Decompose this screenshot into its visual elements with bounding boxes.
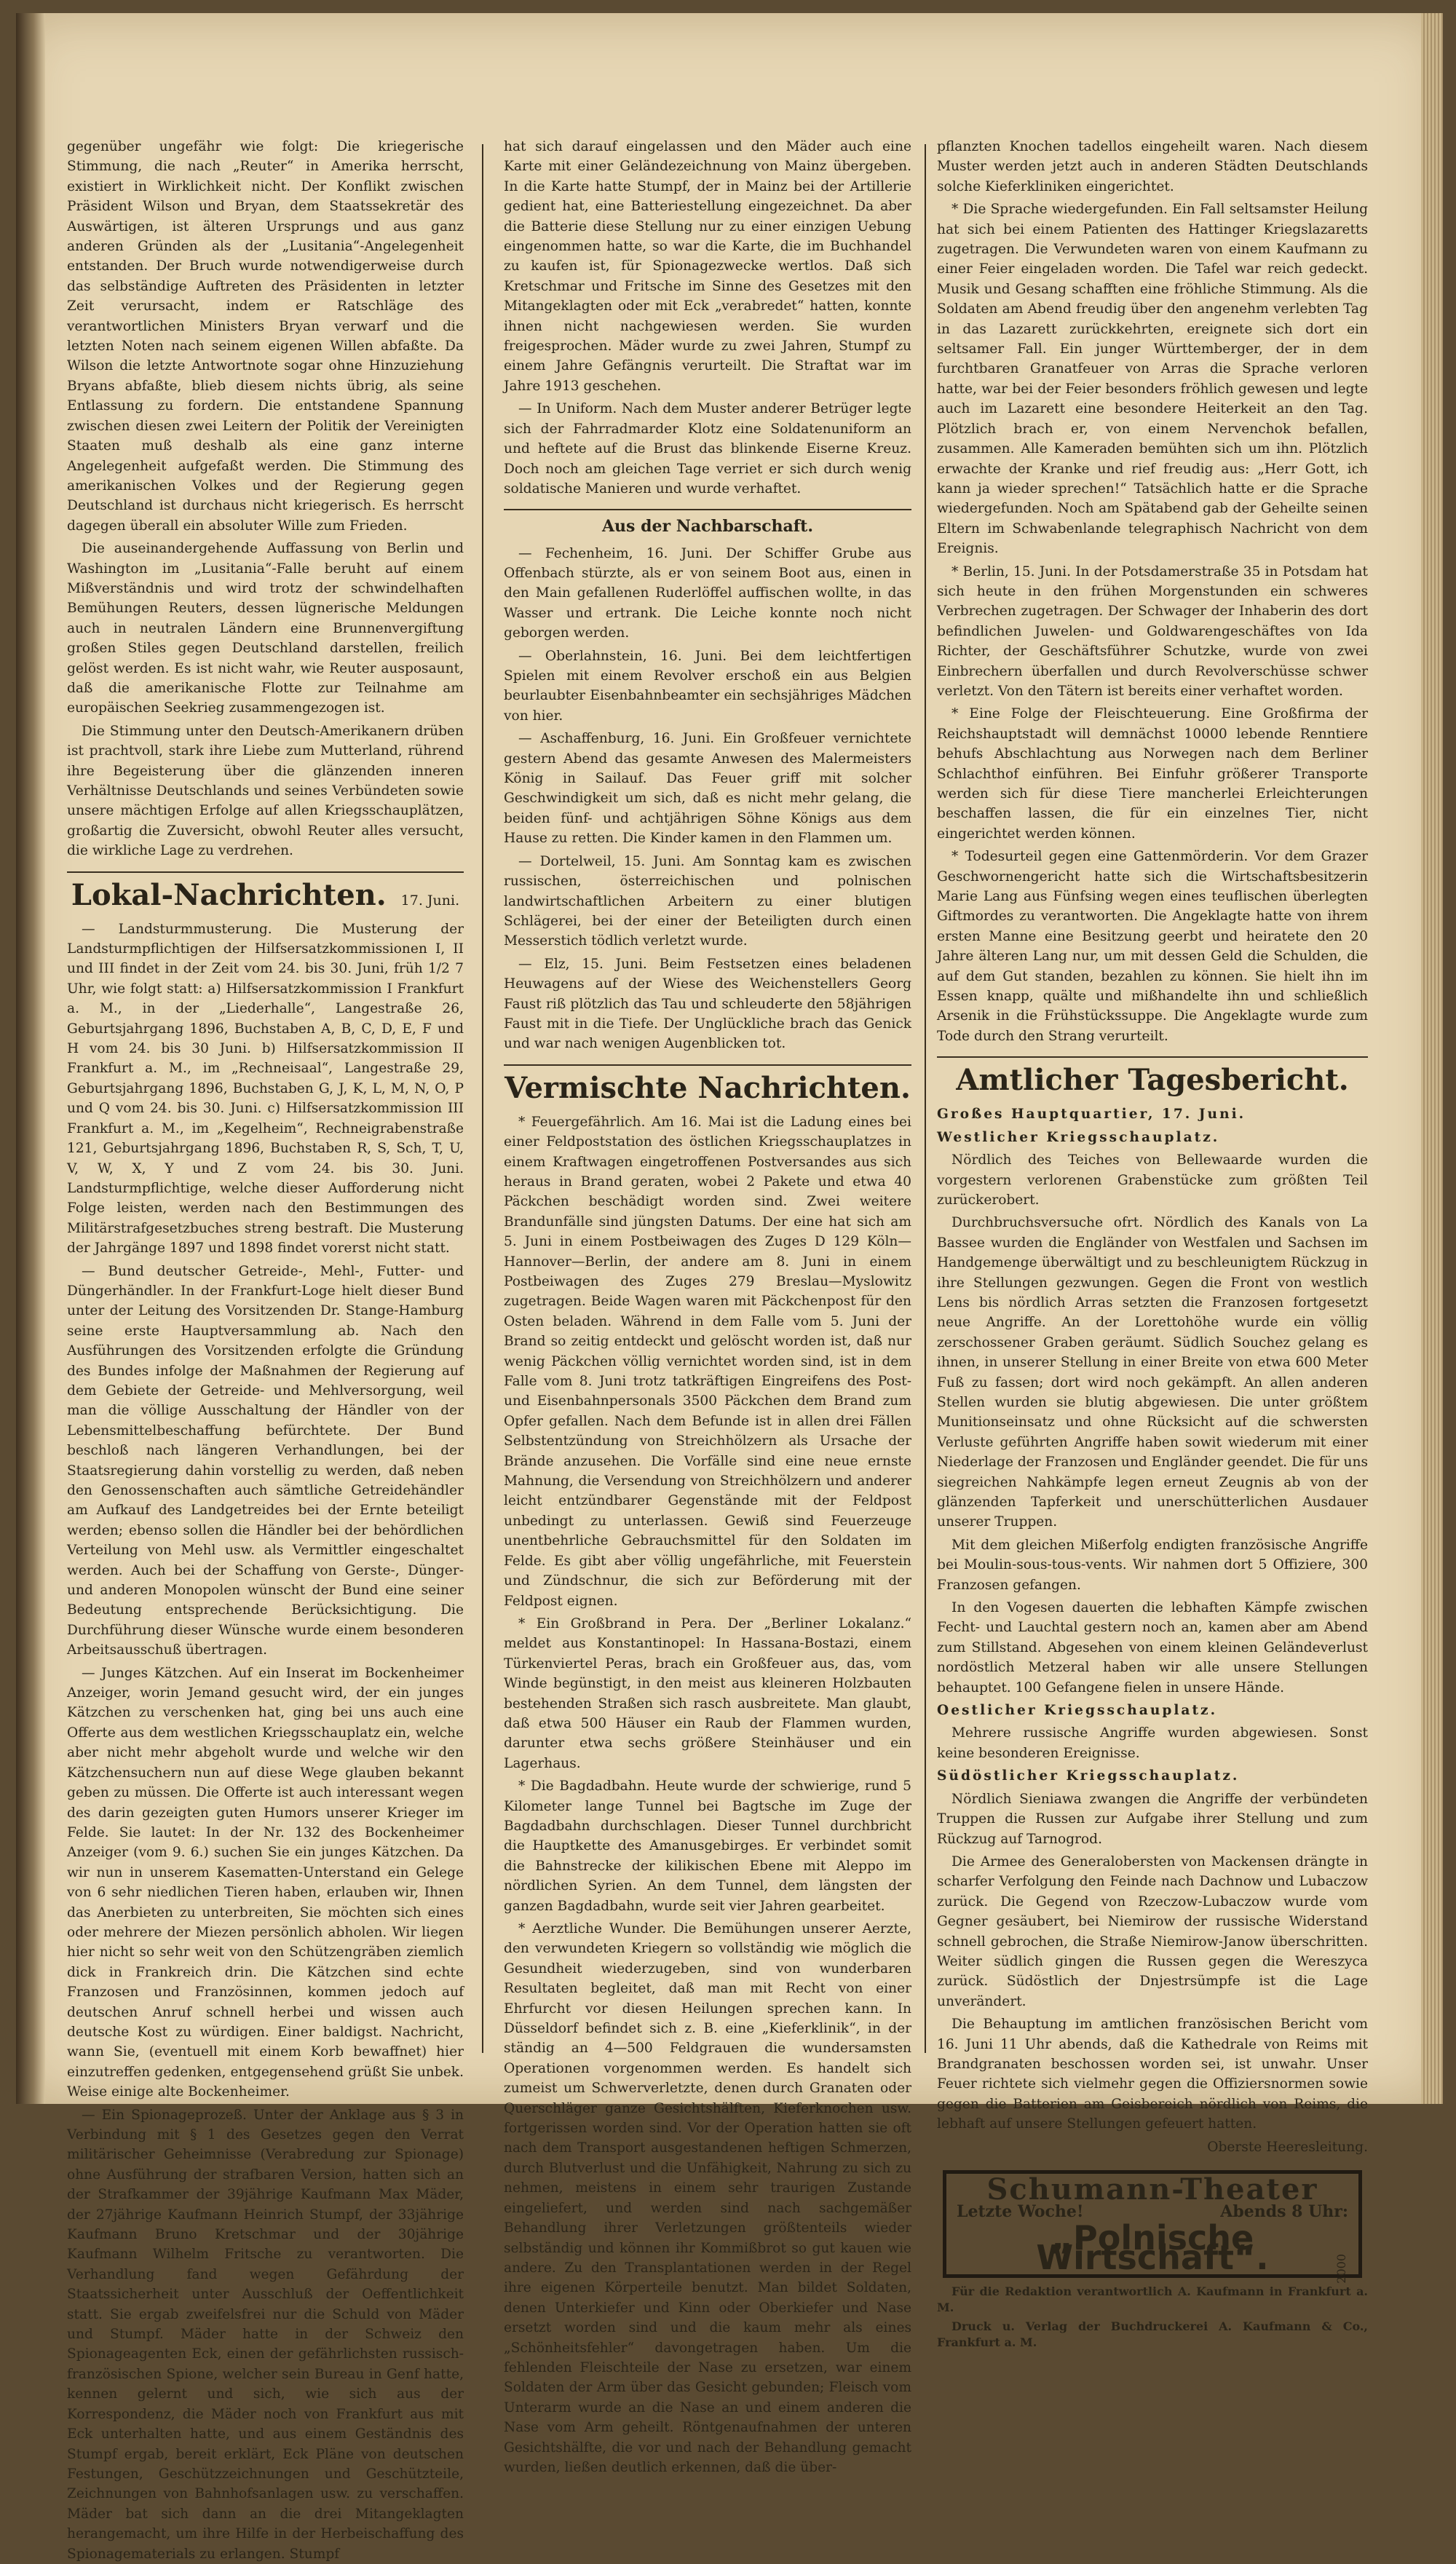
news-item: * Ein Großbrand in Pera. Der „Berliner Lokalanz.“ meldet aus Konstantinopel: In Hassana-Bostazi, einem Türkenviertel Peras, brach ein Großfeuer aus, das, vom Winde begünstigt, in den meist aus kleineren Holzbauten bestehenden Straßen sich rasch ausbreitete. Man glaubt, daß etwa 500 Häuser ein Raub der Flammen wurden, darunter etwa sechs größere Steinhäuser und ein Lagerhaus. xyxy=(504,1615,911,1771)
news-item: — Elz, 15. Juni. Beim Festsetzen eines beladenen Heuwagens auf der Wiese des Weichenstellers Georg Faust riß plötzlich das Tau und schleuderte den 58jährigen Faust mit in die Tiefe. Der Unglückliche brach das Genick und war nach wenigen Augenblicken tot. xyxy=(504,956,911,1052)
news-item: * Eine Folge der Fleischteuerung. Eine Großfirma der Reichshauptstadt will demnächst 10000 lebende Renntiere behufs Abschlachtung aus Norwegen nach dem Berliner Schlachthof einführen. Bei Einfuhr größerer Transporte werden sich für diese Tiere mancherlei Erleichterungen beschaffen lassen, die für ein einzelnes Tier, nicht eingerichtet werden können. xyxy=(937,706,1368,842)
news-item: * Aerztliche Wunder. Die Bemühungen unserer Aerzte, den verwundeten Kriegern so vollständig wie möglich die Gesundheit wiederzugeben, sind von wunderbaren Resultaten begleitet, daß man mit Recht von einer Ehrfurcht vor diesen Heilungen sprechen kann. In Düsseldorf befindet sich z. B. eine „Kieferklinik“, in der ständig an 4—500 Feldgrauen die wundersamsten Operationen vorgenommen werden. Es handelt sich zumeist um Schwerverletzte, denen durch Granaten oder Querschläger ganze Gesichtshälften, Kieferknochen usw. fortgerissen worden sind. Vor der Operation hatten sie oft nach dem Transport ausgestandenen heftigen Schmerzen, durch Blutverlust und die Unfähigkeit, Nahrung zu sich zu nehmen, meistens in einem sehr traurigen Zustande eingeliefert, und werden sind nach sachgemäßer Behandlung ihrer Verletzungen größtenteils wieder selbständig und können ihr Kommißbrot so gut kauen wie andere. Zu den Transplantationen werden in der Regel ihre eigenen Körperteile benutzt. Man bildet Soldaten, denen Unterkiefer und Kinn oder Oberkiefer und Nase ersetzt worden sind und die kaum mehr als eines „Schönheitsfehler“ davongetragen haben. Um die fehlenden Fleischteile der Nase zu ersetzen, war einem Soldaten der Arm über das Gesicht gebunden; Fleisch vom Unterarm wurde an die Nase an und einem anderen die Nase vom Arm geheilt. Röntgenaufnahmen der unteren Gesichtshälfte, die vor und nach der Behandlung gemacht wurden, ließen deutlich erkennen, daß die über- xyxy=(504,1921,911,2475)
theater-name: Schumann-Theater xyxy=(986,2172,1318,2207)
news-item: — Fechenheim, 16. Juni. Der Schiffer Grube aus Offenbach stürzte, als er von seinem Boot aus, einen in den Main gefallenen Ruderlöffel auffischen wollte, in das Wasser und ertrank. Die Leiche konnte noch nicht geborgen werden. xyxy=(504,545,911,641)
report-subheading: Westlicher Kriegsschauplatz. xyxy=(937,1129,1220,1145)
column-divider xyxy=(482,144,483,2053)
imprint-line: Druck u. Verlag der Buchdruckerei A. Kaufmann & Co., Frankfurt a. M. xyxy=(937,2319,1368,2349)
section-heading-neighborhood: Aus der Nachbarschaft. xyxy=(504,509,911,536)
theater-week-note: Letzte Woche! xyxy=(957,2202,1084,2222)
news-item: * Todesurteil gegen eine Gattenmörderin. Vor dem Grazer Geschwornengericht hatte sich die Wirtschaftsbesitzerin Marie Lang aus Fünfsing wegen eines teuflischen überlegten Giftmordes zu verantworten. Die Angeklagte hatte von ihrem ersten Manne eine Besitzung geerbt und heiratete den 20 Jahre älteren Lang nur, um mit dessen Geld die Schulden, die auf dem Gut standen, bezahlen zu können. Sie hielt ihn im Essen knapp, quälte und mißhandelte ihn und schließlich Arsenik in die Frühstückssuppe. Die Angeklagte wurde zum Tode durch den Strang verurteilt. xyxy=(937,849,1368,1044)
theater-time: Abends 8 Uhr: xyxy=(1220,2202,1348,2222)
news-item: — Junges Kätzchen. Auf ein Inserat im Bockenheimer Anzeiger, worin Jemand gesucht wird, der ein junges Kätzchen zu verschenken hat, ging bei uns auch eine Offerte aus dem westlichen Kriegsschauplatz ein, welche aber nicht mehr abgeholt wurde und welche wir den Kätzchensuchern nun auf diese Wege glauben bekannt geben zu müssen. Die Offerte ist auch interessant wegen des darin gezeigten guten Humors unserer Krieger im Felde. Sie lautet: In der Nr. 132 des Bockenheimer Anzeiger (vom 9. 6.) suchen Sie ein junges Kätzchen. Da wir nun in unserem Kasematten-Unterstand ein Gelege von 6 sehr niedlichen Tieren haben, erlauben wir, Ihnen das Anerbieten zu unterbreiten, Sie möchten sich eines oder mehrere der Miezen persönlich abholen. Wir liegen hier nicht so sehr weit von den Schützengräben ziemlich dick in Frankreich drin. Die Kätzchen sind echte Franzosen und Französinnen, kommen jedoch auf deutschen Anruf schnell herbei und wissen auch deutsche Kost zu würdigen. Einer baldigst. Nachricht, wann Sie, (eventuell mit einem Korb bewaffnet) hier einzutreffen gedenken, entgegensehend grüßt Sie unbek. Weise einige alte Bockenheimer. xyxy=(67,1665,464,2100)
column-divider xyxy=(925,144,926,2053)
report-paragraph: Nördlich des Teiches von Bellewaarde wurden die vorgestern verlorenen Grabenstücke zum größten Teil zurückerobert. xyxy=(937,1152,1368,1208)
news-item: * Feuergefährlich. Am 16. Mai ist die Ladung eines bei einer Feldpoststation des östlichen Kriegsschauplatzes in einem Kraftwagen eingetroffenen Postversandes aus sich heraus in Brand geraten, wobei 2 Pakete und etwa 40 Päckchen beschädigt worden sind. Zwei weitere Brandunfälle sind jüngsten Datums. Der eine hat sich am 5. Juni in einem Postbeiwagen des Zuges D 129 Köln—Hannover—Berlin, der andere am 8. Juni in einem Postbeiwagen des Zuges 279 Breslau—Myslowitz zugetragen. Beide Wagen waren mit Päckchenpost für den Osten beladen. Während in dem Falle vom 5. Juni der Brand so zeitig entdeckt und gelöscht worden ist, daß nur wenig Päckchen völlig vernichtet worden sind, ist in dem Falle vom 8. Juni trotz tatkräftigen Eingreifens des Post- und Eisenbahnpersonals 3500 Päckchen dem Brand zum Opfer gefallen. Nach dem Befunde ist in allen drei Fällen Selbstentzündung von Streichhölzern als Ursache der Brände anzusehen. Die Vorfälle sind eine neue ernste Mahnung, die Versendung von Streichhölzern und anderer leicht entzündbarer Gegenstände mit der Feldpost unbedingt zu unterlassen. Gewiß sind Feuerzeuge unentbehrliche Gebrauchsmittel für den Soldaten im Felde. Es gibt aber völlig ungefährliche, mit Feuerstein und Zündschnur, die sich zur Beförderung mit der Feldpost eignen. xyxy=(504,1114,911,1609)
ad-code: 2000 xyxy=(1334,2254,1348,2284)
report-paragraph: Mit dem gleichen Mißerfolg endigten französische Angriffe bei Moulin-sous-tous-vents. Wir nahmen dort 5 Offiziere, 300 Franzosen gefangen. xyxy=(937,1537,1368,1593)
report-paragraph: Nördlich Sieniawa zwangen die Angriffe der verbündeten Truppen die Russen zur Aufgabe ihrer Stellung und zum Rückzug auf Tarnogrod. xyxy=(937,1791,1368,1847)
news-item: — Bund deutscher Getreide-, Mehl-, Futter- und Düngerhändler. In der Frankfurt-Loge hielt dieser Bund unter der Leitung des Vorsitzenden Dr. Stange-Hamburg seine erste Hauptversammlung ab. Nach den Ausführungen des Vorsitzenden erfolgte die Gründung des Bundes infolge der Maßnahmen der Regierung auf dem Gebiete der Getreide- und Mehlversorgung, weil man die völlige Ausschaltung der Händler von der Lebensmittelbeschaffung befürchtete. Der Bund beschloß nach längeren Verhandlungen, bei der Staatsregierung dahin vorstellig zu werden, daß neben den Genossenschaften auch sämtliche Getreidehändler am Aufkauf des Landgetreides bei der Ernte beteiligt werden; ebenso sollen die Händler bei der behördlichen Verteilung von Mehl usw. als Vermittler eingeschaltet werden. Auch bei der Schaffung von Gerste-, Dünger- und anderen Monopolen wünscht der Bund eine seiner Bedeutung entsprechende Berücksichtigung. Die Durchführung dieser Wünsche wurde einem besonderen Arbeitsausschuß übertragen. xyxy=(67,1263,464,1658)
section-date: 17. Juni. xyxy=(400,892,460,909)
imprint-line: Für die Redaktion verantwortlich A. Kaufmann in Frankfurt a. M. xyxy=(937,2284,1368,2314)
section-heading-local xyxy=(67,871,464,912)
news-item: — Ein Spionageprozeß. Unter der Anklage aus § 3 in Verbindung mit § 1 des Gesetzes gegen den Verrat militärischer Geheimnisse (Verabredung zur Spionage) ohne Ausführung der strafbaren Version, hatten sich an der Strafkammer der 39jährige Kaufmann Max Mäder, der 27jährige Kaufmann Heinrich Stumpf, der 33jährige Kaufmann Bruno Kretschmar und der 30jährige Kaufmann Wilhelm Fritsche zu verantworten. Die Verhandlung fand wegen Gefährdung der Staatssicherheit unter Ausschluß der Oeffentlichkeit statt. Sie ergab zweifelsfrei nur die Schuld von Mäder und Stumpf. Mäder hatte in der Schweiz den Spionageagenten Eck, einen der gefährlichsten russisch-französischen Spione, welcher sein Bureau in Genf hatte, kennen gelernt und sich, wie sich aus der Korrespondenz, die Mäder noch von Frankfurt aus mit Eck unterhalten hatte, und aus einem Geständnis des Stumpf ergab, bereit erklärt, Eck Pläne von deutschen Festungen, Geschützzeichnungen und Geschützteile, Zeichnungen von Bahnhofsanlagen usw. zu verschaffen. Mäder bat sich dann an die drei Mitangeklagten herangemacht, um ihre Hilfe in der Herbeischaffung des Spionagematerials zu erlangen. Stumpf xyxy=(67,2107,464,2562)
news-item: * Die Sprache wiedergefunden. Ein Fall seltsamster Heilung hat sich bei einem Patienten des Hattinger Kriegslazaretts zugetragen. Die Verwundeten waren von einem Kaufmann zu einer Feier eingeladen worden. Die Tafel war reich gedeckt. Musik und Gesang schafften eine fröhliche Stimmung. Als die Soldaten am Abend freudig über den angenehm verlebten Tag in das Lazarett zurückkehrten, ereignete sich dort ein seltsamer Fall. Ein junger Württemberger, der in dem furchtbaren Granatfeuer von Arras die Sprache verloren hatte, war bei der Feier besonders fröhlich gewesen und legte auch im Lazarett eine besondere Heiterkeit an den Tag. Plötzlich brach er, von einem Nervenchok befallen, zusammen. Alle Kameraden bemühten sich um ihn. Plötzlich erwachte der Kranke und rief freudig aus: „Herr Gott, ich kann ja wieder sprechen!“ Tatsächlich hatte er die Sprache wiedergefunden. Noch am Spätabend gab der Geheilte seinen Eltern im Schwabenlande telegraphisch Nachricht von dem Ereignis. xyxy=(937,202,1368,557)
report-dateline: Großes Hauptquartier, 17. Juni. xyxy=(937,1107,1246,1123)
report-paragraph: Mehrere russische Angriffe wurden abgewiesen. Sonst keine besonderen Ereignisse. xyxy=(937,1725,1368,1761)
report-paragraph: Die Behauptung im amtlichen französischen Bericht vom 16. Juni 11 Uhr abends, daß die Kathedrale von Reims mit Brandgranaten beschossen worden sei, ist unwahr. Unser Feuer richtete sich vielmehr gegen die Offiziersnormen sowie gegen die Batterien am Geisbereich nördlich von Reims, die lebhaft auf unsere Stellungen gefeuert hatten. xyxy=(937,2017,1368,2132)
news-item: — Aschaffenburg, 16. Juni. Ein Großfeuer vernichtete gestern Abend das gesamte Anwesen des Malermeisters König in Sailauf. Das Feuer griff mit solcher Geschwindigkeit um sich, daß es nicht mehr gelang, die beiden fünf- und achtjährigen Söhne Königs aus dem Hause zu retten. Die Kinder kamen in den Flammen um. xyxy=(504,731,911,847)
report-paragraph: Durchbruchsversuche ofrt. Nördlich des Kanals von La Bassee wurden die Engländer von Westfalen und Sachsen im Handgemenge überwältigt und zu beschleunigtem Rückzug in ihre Stellungen gezwungen. Gegen die Front von westlich Lens bis nördlich Arras setzten die Franzosen fortgesetzt neue Angriffe. An der Lorettohöhe wurde ein völlig zerschossener Graben geräumt. Südlich Souchez gelang es ihnen, in unserer Stellung in einer Breite von etwa 600 Meter Fuß zu fassen; dort wird noch gekämpft. An allen anderen Stellen wurden sie blutig abgewiesen. Die unter größtem Munitionseinsatz und ohne Rücksicht auf die schwersten Verluste geführten Angriffe haben sowit wiederum mit einer Niederlage der Franzosen und Engländer geendet. Die für uns siegreichen Nahkämpfe legen erneut Zeugnis ab von der glänzenden Tapferkeit und unerschütterlichen Ausdauer unserer Truppen. xyxy=(937,1215,1368,1530)
news-item: hat sich darauf eingelassen und den Mäder auch eine Karte mit einer Geländezeichnung von Mainz übergeben. In die Karte hatte Stumpf, der in Mainz bei der Artillerie gedient hat, eine Batteriestellung eingezeichnet. Da aber die Batterie diese Stellung nur zu einer einzigen Uebung eingenommen hatte, so war die Karte, die im Buchhandel zu kaufen ist, für Spionagezwecke wertlos. Daß sich Kretschmar und Fritsche im Sinne des Gesetzes mit den Mitangeklagten oder mit Eck „verabredet“ hatten, konnte ihnen nicht nachgewiesen werden. Sie wurden freigesprochen. Mäder wurde zu zwei Jahren, Stumpf zu einem Jahre Gefängnis verurteilt. Die Straftat war im Jahre 1913 geschehen. xyxy=(504,139,911,394)
report-subheading: Oestlicher Kriegsschauplatz. xyxy=(937,1703,1218,1719)
column-right xyxy=(937,137,1368,2349)
report-subheading: Südöstlicher Kriegsschauplatz. xyxy=(937,1768,1240,1784)
report-paragraph: In den Vogesen dauerten die lebhaften Kämpfe zwischen Fecht- und Lauchtal gestern noch an, kamen aber am Abend zum Stillstand. Abgesehen von einem kleinen Geländeverlust nordöstlich Metzeral haben wir alle unsere Stellungen behauptet. 100 Gefangene fielen in unsere Hände. xyxy=(937,1600,1368,1696)
news-item: — Dortelweil, 15. Juni. Am Sonntag kam es zwischen russischen, österreichischen und polnischen landwirtschaftlichen Arbeitern zu einer blutigen Schlägerei, bei der einer der Beteiligten durch einen Messerstich tödlich verletzt wurde. xyxy=(504,853,911,949)
section-heading-misc: Vermischte Nachrichten. xyxy=(504,1064,911,1105)
news-item: * Die Bagdadbahn. Heute wurde der schwierige, rund 5 Kilometer lange Tunnel bei Bagtsche im Zuge der Bagdadbahn durchschlagen. Dieser Tunnel durchbricht die Hauptkette des Amanusgebirges. Er verbindet somit die Bahnstrecke der kilikischen Ebene mit Aleppo im nördlichen Syrien. An dem Tunnel, dem längsten der ganzen Bagdadbahn, wurde seit vier Jahren gearbeitet. xyxy=(504,1778,911,1914)
section-heading-text: Lokal-Nachrichten. xyxy=(71,877,387,912)
article-paragraph: Die Stimmung unter den Deutsch-Amerikanern drüben ist prachtvoll, stark ihre Liebe zum Mutterland, rührend ihre Begeisterung über die glänzenden inneren Verhältnisse Deutschlands und seines Verbündeten sowie unsere mächtigen Erfolge auf allen Kriegsschauplätzen, großartig die Zuversicht, obwohl Reuter alles versucht, die wirkliche Lage zu verdrehen. xyxy=(67,723,464,859)
book-binding xyxy=(16,13,45,2104)
news-item: * Berlin, 15. Juni. In der Potsdamerstraße 35 in Potsdam hat sich heute in den frühen Morgenstunden ein schweres Verbrechen zugetragen. Der Schwager der Inhaberin des dort befindlichen Juwelen- und Goldwarengeschäftes von Ida Richter, der Geschäftsführer Schutzke, wurde von zwei Einbrechern überfallen und durch Revolverschüsse schwer verletzt. Von den Tätern ist bereits einer verhaftet worden. xyxy=(937,563,1368,699)
theater-advertisement xyxy=(943,2170,1362,2284)
section-heading-daily-report: Amtlicher Tagesbericht. xyxy=(937,1056,1368,1097)
theater-play-title: „Polnische Wirtschaft“. xyxy=(1036,2217,1269,2278)
report-paragraph: Die Armee des Generalobersten von Mackensen drängte in scharfer Verfolgung den Feinde nach Dachnow und Lubaczow zurück. Die Gegend von Rzeczow-Lubaczow wurde vom Gegner gesäubert, bei Niemirow der russische Widerstand schnell gebrochen, die Straße Niemirow-Janow überschritten. Weiter südlich gingen die Russen gegen die Wereszyca zurück. Südöstlich der Dnjestrsümpfe ist die Lage unverändert. xyxy=(937,1853,1368,2009)
report-signature: Oberste Heeresleitung. xyxy=(1207,2139,1368,2155)
article-paragraph: Die auseinandergehende Auffassung von Berlin und Washington im „Lusitania“-Falle beruht auf einem Mißverständnis und wird trotz der schwindelhaften Bemühungen Reuters, dessen lügnerische Meldungen auch in neutralen Ländern eine Brunnenvergiftung großen Stiles gegen Deutschland darstellen, freilich gelöst werden. Es ist nicht wahr, wie Reuter ausposaunt, daß die amerikanische Flotte zur Teilnahme am europäischen Seekrieg zusammengezogen ist. xyxy=(67,541,464,716)
news-item: — In Uniform. Nach dem Muster anderer Betrüger legte sich der Fahrradmarder Klotz eine Soldatenuniform an und heftete auf die Brust das blinkende Eiserne Kreuz. Doch noch am gleichen Tage verriet er sich durch wenig soldatische Manieren und wurde verhaftet. xyxy=(504,401,911,496)
news-item: — Landsturmmusterung. Die Musterung der Landsturmpflichtigen der Hilfsersatzkommissionen I, II und III findet in der Zeit vom 24. bis 30. Juni, früh 1/2 7 Uhr, wie folgt statt: a) Hilfsersatzkommission I Frankfurt a. M., in der „Liederhalle“, Langestraße 26, Geburtsjahrgang 1896, Buchstaben A, B, C, D, E, F und H vom 24. bis 30 Juni. b) Hilfsersatzkommission II Frankfurt a. M., im „Rechneisaal“, Langestraße 29, Geburtsjahrgang 1896, Buchstaben G, J, K, L, M, N, O, P und Q vom 24. bis 30. Juni. c) Hilfsersatzkommission III Frankfurt a. M., im „Kegelheim“, Rechneigrabenstraße 121, Geburtsjahrgang 1896, Buchstaben R, S, Sch, T, U, V, W, X, Y und Z vom 24. bis 30. Juni. Landsturmpflichtige, welche dieser Aufforderung nicht Folge leisten, werden nach den Bestimmungen des Militärstrafgesetzbuches streng bestraft. Die Musterung der Jahrgänge 1897 und 1898 findet vorerst nicht statt. xyxy=(67,921,464,1257)
news-item: pflanzten Knochen tadellos eingeheilt waren. Nach diesem Muster werden jetzt auch in anderen Städten Deutschlands solche Kieferkliniken eingerichtet. xyxy=(937,139,1368,194)
column-middle xyxy=(504,137,911,2475)
news-item: — Oberlahnstein, 16. Juni. Bei dem leichtfertigen Spielen mit einem Revolver erschoß ein aus Belgien beurlaubter Eisenbahnbeamter ein sechsjähriges Mädchen von hier. xyxy=(504,648,911,724)
article-paragraph: gegenüber ungefähr wie folgt: Die kriegerische Stimmung, die nach „Reuter“ in Amerika herrscht, existiert in Wirklichkeit nicht. Der Konflikt zwischen Präsident Wilson und Bryan, dem Staatssekretär des Auswärtigen, ist älteren Ursprungs und aus ganz anderen Gründen als der „Lusitania“-Angelegenheit entstanden. Der Bruch wurde notwendigerweise durch das selbständige Auftreten des Präsidenten in letzter Zeit verursacht, indem er Ratschläge des verantwortlichen Ministers Bryan verwarf und die letzten Noten nach seinem eigenen Willen abfaßte. Da Wilson die letzte Antwortnote sogar ohne Hinzuziehung Bryans abfaßte, blieb diesem nichts übrig, als seine Entlassung zu fordern. Die entstandene Spannung zwischen diesen zwei Leitern der Politik der Vereinigten Staaten muß deshalb als eine ganz interne Angelegenheit aufgefaßt werden. Die Stimmung des amerikanischen Volkes und der Regierung gegen Deutschland ist durchaus nicht kriegerisch. Es herrscht dagegen überall ein absoluter Wille zum Frieden. xyxy=(67,139,464,534)
newspaper-page xyxy=(16,13,1443,2562)
column-left xyxy=(67,137,464,2562)
page-edges xyxy=(1421,13,1443,2104)
